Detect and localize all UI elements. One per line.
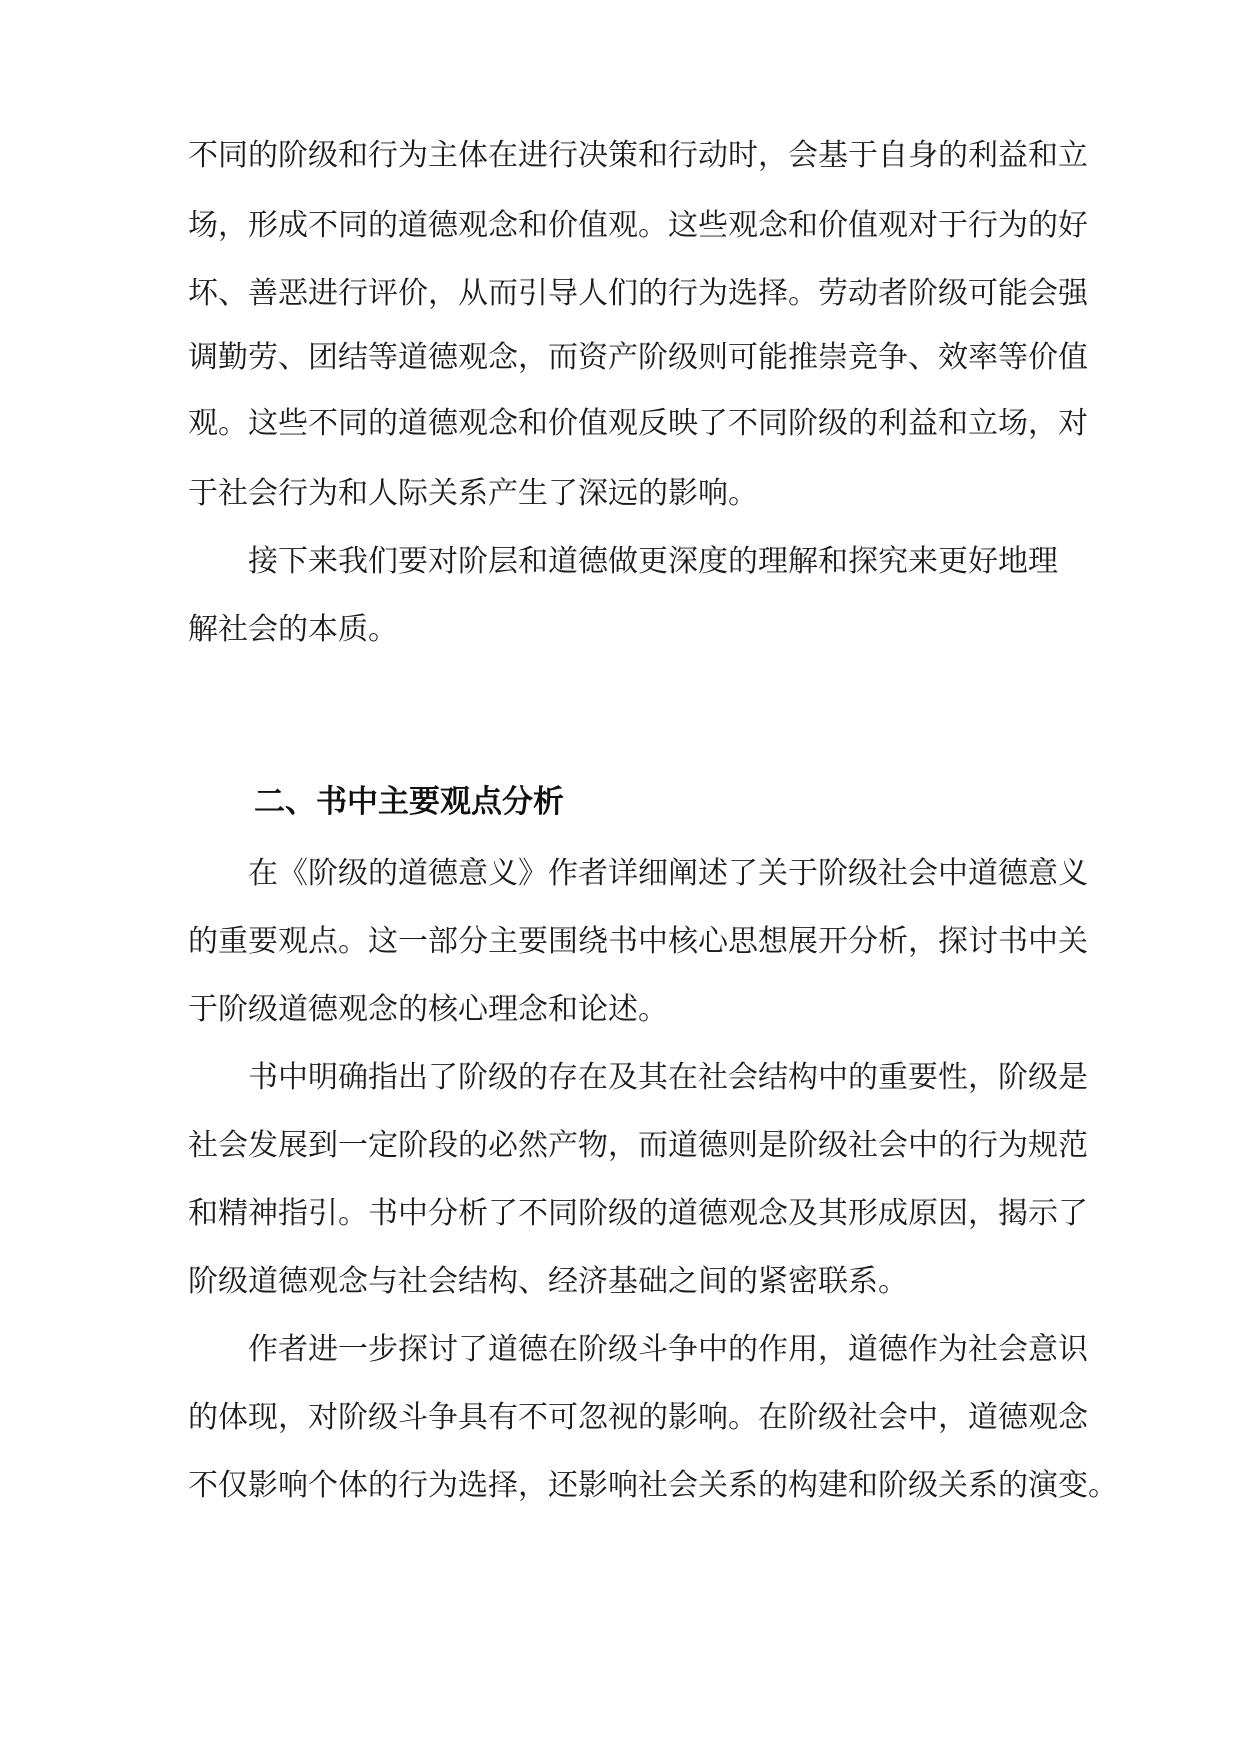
paragraph-1-line-1: 不同的阶级和行为主体在进行决策和行动时，会基于自身的利益和立 xyxy=(188,138,1088,173)
paragraph-2-line-1: 接下来我们要对阶层和道德做更深度的理解和探究来更好地理 xyxy=(248,544,1058,579)
paragraph-4-line-3: 和精神指引。书中分析了不同阶级的道德观念及其形成原因，揭示了 xyxy=(188,1196,1088,1231)
paragraph-1-line-5: 观。这些不同的道德观念和价值观反映了不同阶级的利益和立场，对 xyxy=(188,406,1088,441)
paragraph-4-line-4: 阶级道德观念与社会结构、经济基础之间的紧密联系。 xyxy=(188,1264,908,1299)
paragraph-5-line-1: 作者进一步探讨了道德在阶级斗争中的作用，道德作为社会意识 xyxy=(248,1332,1088,1367)
paragraph-3-line-2: 的重要观点。这一部分主要围绕书中核心思想展开分析，探讨书中关 xyxy=(188,924,1088,959)
paragraph-3-line-1: 在《阶级的道德意义》作者详细阐述了关于阶级社会中道德意义 xyxy=(248,856,1088,891)
paragraph-1-line-3: 坏、善恶进行评价，从而引导人们的行为选择。劳动者阶级可能会强 xyxy=(188,276,1088,311)
section-heading: 二、书中主要观点分析 xyxy=(254,784,564,820)
paragraph-1-line-2: 场，形成不同的道德观念和价值观。这些观念和价值观对于行为的好 xyxy=(188,208,1088,243)
paragraph-3-line-3: 于阶级道德观念的核心理念和论述。 xyxy=(188,992,668,1027)
paragraph-1-line-6: 于社会行为和人际关系产生了深远的影响。 xyxy=(188,476,758,511)
paragraph-4-line-1: 书中明确指出了阶级的存在及其在社会结构中的重要性，阶级是 xyxy=(248,1060,1088,1095)
paragraph-4-line-2: 社会发展到一定阶段的必然产物，而道德则是阶级社会中的行为规范 xyxy=(188,1128,1088,1163)
paragraph-2-line-2: 解社会的本质。 xyxy=(188,612,398,647)
paragraph-1-line-4: 调勤劳、团结等道德观念，而资产阶级则可能推崇竞争、效率等价值 xyxy=(188,340,1088,375)
paragraph-5-line-3: 不仅影响个体的行为选择，还影响社会关系的构建和阶级关系的演变。 xyxy=(188,1468,1118,1503)
paragraph-5-line-2: 的体现，对阶级斗争具有不可忽视的影响。在阶级社会中，道德观念 xyxy=(188,1400,1088,1435)
